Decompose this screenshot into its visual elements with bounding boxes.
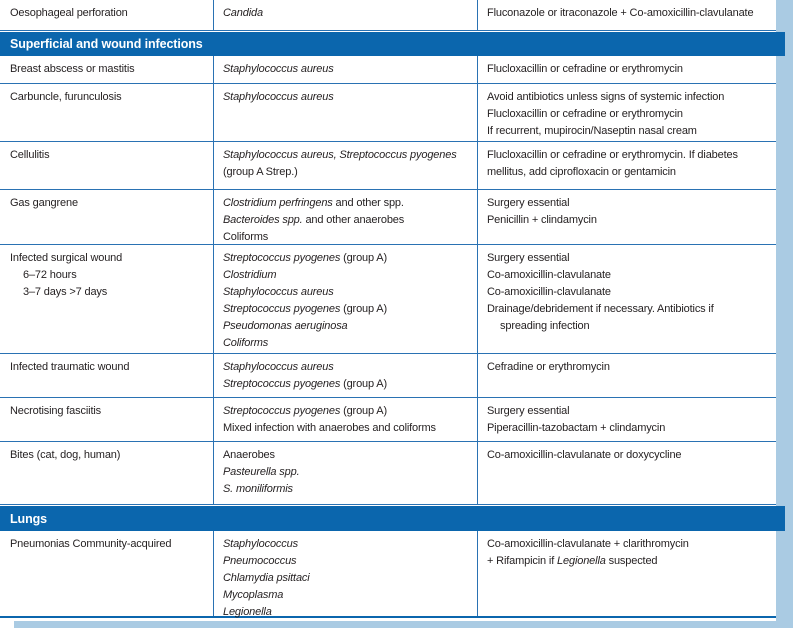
cell-line: Surgery essential [487, 405, 570, 417]
treatment-cell [477, 354, 776, 397]
treatment-cell [477, 531, 776, 616]
condition-cell [0, 190, 213, 244]
cell-line: Co-amoxicillin-clavulanate or doxycycline [487, 449, 682, 461]
cell-line: Cellulitis [10, 149, 50, 161]
cell-line: Co-amoxicillin-clavulanate [487, 269, 611, 281]
cell-line: Breast abscess or mastitis [10, 63, 135, 75]
table-row [0, 0, 776, 31]
cell-line: Anaerobes [223, 449, 275, 461]
cell-line: Flucloxacillin or cefradine or erythromycin [487, 108, 683, 120]
cell-line: If recurrent, mupirocin/Naseptin nasal cream [487, 125, 697, 137]
treatment-cell [477, 84, 776, 141]
cell-line: Streptococcus pyogenes (group A) [223, 252, 387, 264]
cell-line: S. moniliformis [223, 483, 293, 495]
condition-cell [0, 442, 213, 504]
table-row [0, 56, 776, 84]
cell-line: Avoid antibiotics unless signs of systemic infection [487, 91, 725, 103]
condition-cell [0, 0, 213, 30]
table-row [0, 84, 776, 142]
cell-line: Surgery essential [487, 197, 570, 209]
cell-line: Legionella [223, 606, 272, 618]
cell-line: Co-amoxicillin-clavulanate [487, 286, 611, 298]
table-row [0, 245, 776, 354]
condition-cell [0, 531, 213, 616]
cell-line: (group A Strep.) [223, 166, 298, 178]
organism-cell [213, 0, 477, 30]
condition-cell [0, 142, 213, 189]
cell-line: Bacteroides spp. and other anaerobes [223, 214, 405, 226]
cell-line: Infected traumatic wound [10, 361, 130, 373]
cell-line: Bites (cat, dog, human) [10, 449, 121, 461]
cell-line: Carbuncle, furunculosis [10, 91, 122, 103]
cell-line: + Rifampicin if Legionella suspected [487, 555, 658, 567]
condition-cell [0, 84, 213, 141]
organism-cell [213, 398, 477, 441]
cell-line: spreading infection [500, 320, 590, 332]
organism-cell [213, 354, 477, 397]
organism-cell [213, 142, 477, 189]
treatment-cell [477, 245, 776, 353]
cell-line: Necrotising fasciitis [10, 405, 101, 417]
cell-line: Staphylococcus aureus [223, 361, 334, 373]
cell-line: Flucloxacillin or cefradine or erythromycin [487, 63, 683, 75]
organism-cell [213, 84, 477, 141]
treatment-cell [477, 442, 776, 504]
organism-cell [213, 245, 477, 353]
organism-cell [213, 531, 477, 616]
cell-line: Gas gangrene [10, 197, 78, 209]
cell-line: Co-amoxicillin-clavulanate + clarithromycin [487, 538, 689, 550]
condition-cell [0, 398, 213, 441]
organism-cell [213, 442, 477, 504]
condition-cell [0, 56, 213, 83]
cell-line: Streptococcus pyogenes (group A) [223, 405, 387, 417]
treatment-cell [477, 142, 776, 189]
cell-line: Oesophageal perforation [10, 7, 128, 19]
table-row [0, 142, 776, 190]
cell-line: Coliforms [223, 231, 269, 243]
cell-line: 6–72 hours [23, 269, 77, 281]
cell-line: Mixed infection with anaerobes and coliforms [223, 422, 436, 434]
cell-line: Clostridium [223, 269, 277, 281]
cell-line: Staphylococcus [223, 538, 298, 550]
cell-line: Pneumonias Community-acquired [10, 538, 172, 550]
table-row [0, 442, 776, 505]
table-row [0, 531, 776, 616]
section-header [0, 32, 785, 56]
cell-line: Coliforms [223, 337, 269, 349]
condition-cell [0, 245, 213, 353]
table-row [0, 190, 776, 245]
cell-line: Piperacillin-tazobactam + clindamycin [487, 422, 666, 434]
treatment-cell [477, 56, 776, 83]
cell-line: Infected surgical wound [10, 252, 123, 264]
cell-line: Chlamydia psittaci [223, 572, 310, 584]
organism-cell [213, 56, 477, 83]
cell-line: Staphylococcus aureus [223, 286, 334, 298]
cell-line: Clostridium perfringens and other spp. [223, 197, 404, 209]
condition-cell [0, 354, 213, 397]
cell-line: 3–7 days >7 days [23, 286, 108, 298]
cell-line: Flucloxacillin or cefradine or erythromycin. If diabetes [487, 149, 738, 161]
cell-line: Cefradine or erythromycin [487, 361, 610, 373]
cell-line: Pasteurella spp. [223, 466, 300, 478]
treatment-cell [477, 190, 776, 244]
cell-line: Staphylococcus aureus [223, 91, 334, 103]
cell-line: Streptococcus pyogenes (group A) [223, 303, 387, 315]
cell-line: Pneumococcus [223, 555, 297, 567]
cell-line: Mycoplasma [223, 589, 284, 601]
cell-line: Staphylococcus aureus, Streptococcus pyogenes [223, 149, 457, 161]
table-row [0, 398, 776, 442]
page-edge-bottom [14, 621, 793, 628]
organism-cell [213, 190, 477, 244]
cell-line: Streptococcus pyogenes (group A) [223, 378, 387, 390]
cell-line: Drainage/debridement if necessary. Antibiotics if [487, 303, 714, 315]
section-header-label: Lungs [10, 511, 47, 526]
section-header [0, 506, 785, 531]
page-edge-right [776, 0, 793, 628]
section-header-label: Superficial and wound infections [10, 37, 203, 51]
cell-line: mellitus, add ciprofloxacin or gentamicin [487, 166, 676, 178]
cell-line: Pseudomonas aeruginosa [223, 320, 348, 332]
cell-line: Candida [223, 7, 263, 19]
cell-line: Fluconazole or itraconazole + Co-amoxicillin-clavulanate [487, 7, 754, 19]
treatment-cell [477, 398, 776, 441]
cell-line: Staphylococcus aureus [223, 63, 334, 75]
treatment-cell [477, 0, 776, 30]
cell-line: Surgery essential [487, 252, 570, 264]
cell-line: Penicillin + clindamycin [487, 214, 597, 226]
table-row [0, 354, 776, 398]
